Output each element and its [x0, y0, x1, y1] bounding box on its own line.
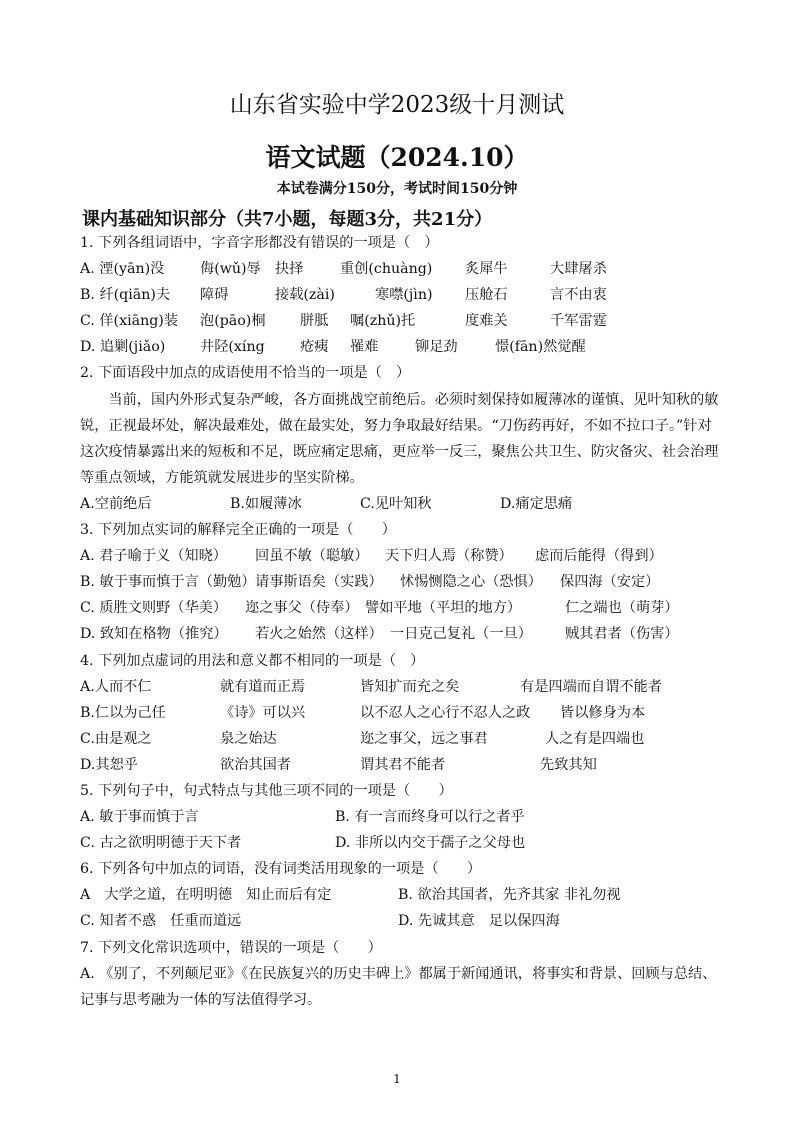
page-number: 1 — [393, 1072, 401, 1086]
q1-b-4: 寒噤(jìn) — [375, 287, 433, 304]
q2-option-c: C.见叶知秋 — [360, 495, 432, 512]
q1-c-1: C. 佯(xiāng)装 — [80, 313, 179, 330]
q1-option-c — [80, 308, 720, 334]
q3-c-1: C. 质胜文则野（华美） — [80, 600, 228, 617]
q1-stem: 1. 下列各组词语中，字音字形都没有错误的一项是（ ） — [80, 235, 439, 251]
q3-d-2: 若火之始然（这样） — [255, 626, 383, 643]
q4-d-2: 欲治其国者 — [220, 756, 291, 773]
q1-b-3: 接载(zài) — [275, 287, 335, 304]
school-title: 山东省实验中学2023级十月测试 — [229, 92, 565, 118]
q3-d-3: 一日克己复礼（一旦） — [390, 626, 532, 643]
q4-d-4: 先致其知 — [540, 756, 597, 773]
q4-a-2: 就有道而正焉 — [220, 678, 306, 695]
q3-a-1: A. 君子喻于义（知晓） — [80, 548, 227, 565]
q2-stem: 2. 下面语段中加点的成语使用不恰当的一项是（ ） — [80, 365, 411, 382]
q7-option-a: A. 《别了，不列颠尼亚》《在民族复兴的历史丰碑上》都属于新闻通讯，将事实和背景、回顾与总结、记事与思考融为一体的写法值得学习。 — [80, 965, 717, 1008]
q1-option-a — [80, 256, 720, 282]
q1-option-b — [80, 282, 720, 308]
q2-option-d: D.痛定思痛 — [500, 495, 573, 512]
q5-option-b: B. 有一言而终身可以行之者乎 — [335, 809, 525, 826]
q5-option-a: A. 敏于事而慎于言 — [80, 809, 199, 826]
q5-stem: 5. 下列句子中，句式特点与其他三项不同的一项是（ ） — [80, 782, 453, 799]
q3-option-c — [80, 595, 720, 621]
q1-d-1: D. 追剿(jiǎo) — [80, 339, 166, 356]
q4-c-4: 人之有是四端也 — [545, 730, 645, 747]
q4-c-1: C.由是观之 — [80, 730, 152, 747]
q4-stem: 4. 下列加点虚词的用法和意义都不相同的一项是（ ） — [80, 652, 425, 669]
q1-option-d — [80, 334, 720, 360]
q4-a-3: 皆知扩而充之矣 — [360, 678, 460, 695]
q1-a-1: A. 湮(yān)没 — [80, 261, 165, 278]
q4-option-d — [80, 752, 720, 778]
q6-options-row1 — [80, 882, 720, 908]
q1-d-5: 铆足劲 — [415, 339, 458, 356]
q4-a-4: 有是四端而自谓不能者 — [520, 678, 662, 695]
q4-b-1: B.仁以为己任 — [80, 704, 166, 721]
q2-option-a: A.空前绝后 — [80, 495, 152, 512]
exam-note: 本试卷满分150分，考试时间150分钟 — [276, 181, 518, 197]
q3-c-2: 迩之事父（侍奉） — [245, 600, 359, 617]
q1-d-3: 疮痍 — [300, 339, 329, 356]
q3-b-3: 怵惕恻隐之心（恐惧） — [400, 574, 542, 591]
subject-title: 语文试题（2024.10） — [265, 143, 529, 172]
q6-option-b: B. 欲治其国者，先齐其家 非礼勿视 — [398, 887, 621, 904]
q3-a-4: 虑而后能得（得到） — [535, 548, 663, 565]
q3-d-1: D. 致知在格物（推究） — [80, 626, 228, 643]
q5-options-row1 — [80, 804, 720, 830]
q3-b-2: 请事斯语矣（实践） — [255, 574, 383, 591]
q6-option-d: D. 先诚其意 足以保四海 — [398, 913, 560, 930]
q1-d-4: 罹难 — [350, 339, 379, 356]
q1-a-3: 抉择 — [275, 261, 304, 278]
q4-option-a — [80, 674, 720, 700]
q1-a-6: 大肆屠杀 — [550, 261, 607, 278]
q4-d-1: D.其恕乎 — [80, 756, 138, 773]
q1-d-6: 憬(fān)然觉醒 — [495, 339, 586, 356]
q3-option-b — [80, 569, 720, 595]
q3-d-4: 贼其君者（伤害） — [565, 626, 679, 643]
q6-options-row2 — [80, 908, 720, 934]
q3-b-4: 保四海（安定） — [560, 574, 660, 591]
q4-b-3: 以不忍人之心行不忍人之政 — [360, 704, 531, 721]
q1-b-1: B. 纤(qiān)夫 — [80, 287, 171, 304]
q4-b-4: 皆以修身为本 — [560, 704, 646, 721]
q4-a-1: A.人而不仁 — [80, 678, 152, 695]
q1-b-6: 言不由衷 — [550, 287, 607, 304]
q1-a-2: 侮(wǔ)辱 — [200, 261, 261, 278]
q6-stem: 6. 下列各句中加点的词语，没有词类活用现象的一项是（ ） — [80, 861, 482, 878]
q1-a-5: 炙犀牛 — [465, 261, 508, 278]
section-title: 课内基础知识部分（共7小题，每题3分，共21分） — [82, 209, 493, 230]
q4-c-2: 泉之始达 — [220, 730, 277, 747]
q3-a-3: 天下归人焉（称赞） — [385, 548, 513, 565]
q1-b-2: 障碍 — [200, 287, 229, 304]
questions — [80, 230, 720, 1013]
q4-option-b — [80, 700, 720, 726]
q4-d-3: 谓其君不能者 — [360, 756, 446, 773]
q2-options — [80, 491, 720, 517]
q4-b-2: 《诗》可以兴 — [220, 704, 306, 721]
q5-option-d: D. 非所以内交于孺子之父母也 — [335, 835, 526, 852]
q5-options-row2 — [80, 830, 720, 856]
q1-d-2: 井陉(xíng — [200, 339, 265, 356]
q3-b-1: B. 敏于事而慎于言（勤勉） — [80, 574, 256, 591]
q7-stem: 7. 下列文化常识选项中，错误的一项是（ ） — [80, 939, 382, 956]
q1-c-4: 嘱(zhǔ)托 — [350, 313, 416, 330]
q6-option-a: A 大学之道，在明明德 知止而后有定 — [80, 887, 332, 904]
q3-c-3: 譬如平地（平坦的地方） — [365, 600, 522, 617]
q3-option-a — [80, 543, 720, 569]
q1-a-4: 重创(chuàng) — [340, 261, 433, 278]
q3-c-4: 仁之端也（萌芽） — [565, 600, 679, 617]
q1-c-6: 千军雷霆 — [550, 313, 607, 330]
q5-option-c: C. 古之欲明明德于天下者 — [80, 835, 242, 852]
q1-c-5: 度难关 — [465, 313, 508, 330]
q1-c-2: 泡(pāo)桐 — [200, 313, 266, 330]
q6-option-c: C. 知者不惑 任重而道远 — [80, 913, 242, 930]
q2-passage: 当前，国内外形式复杂严峻，各方面挑战空前绝后。必须时刻保持如履薄冰的谨慎、见叶知秋的敏锐，正视最坏处，解决最难处，做在最实处，努力争取最好结果。“刀伤药再好，不如不拉口子。”针对这次疫情暴露出来的短板和不足，既应痛定思痛，更应举一反三，聚焦公共卫生、防灾备灾、社会治理等重点领域，方能筑就发展进步的坚实阶梯。 — [80, 391, 719, 486]
q3-option-d — [80, 621, 720, 647]
q1-b-5: 压舱石 — [465, 287, 508, 304]
q3-stem: 3. 下列加点实词的解释完全正确的一项是（ ） — [80, 522, 396, 539]
q2-option-b: B.如履薄冰 — [230, 495, 302, 512]
q3-a-2: 回虽不敏（聪敏） — [255, 548, 369, 565]
q1-c-3: 胼胝 — [300, 313, 329, 330]
q4-c-3: 迩之事父，远之事君 — [360, 730, 488, 747]
q4-option-c — [80, 726, 720, 752]
